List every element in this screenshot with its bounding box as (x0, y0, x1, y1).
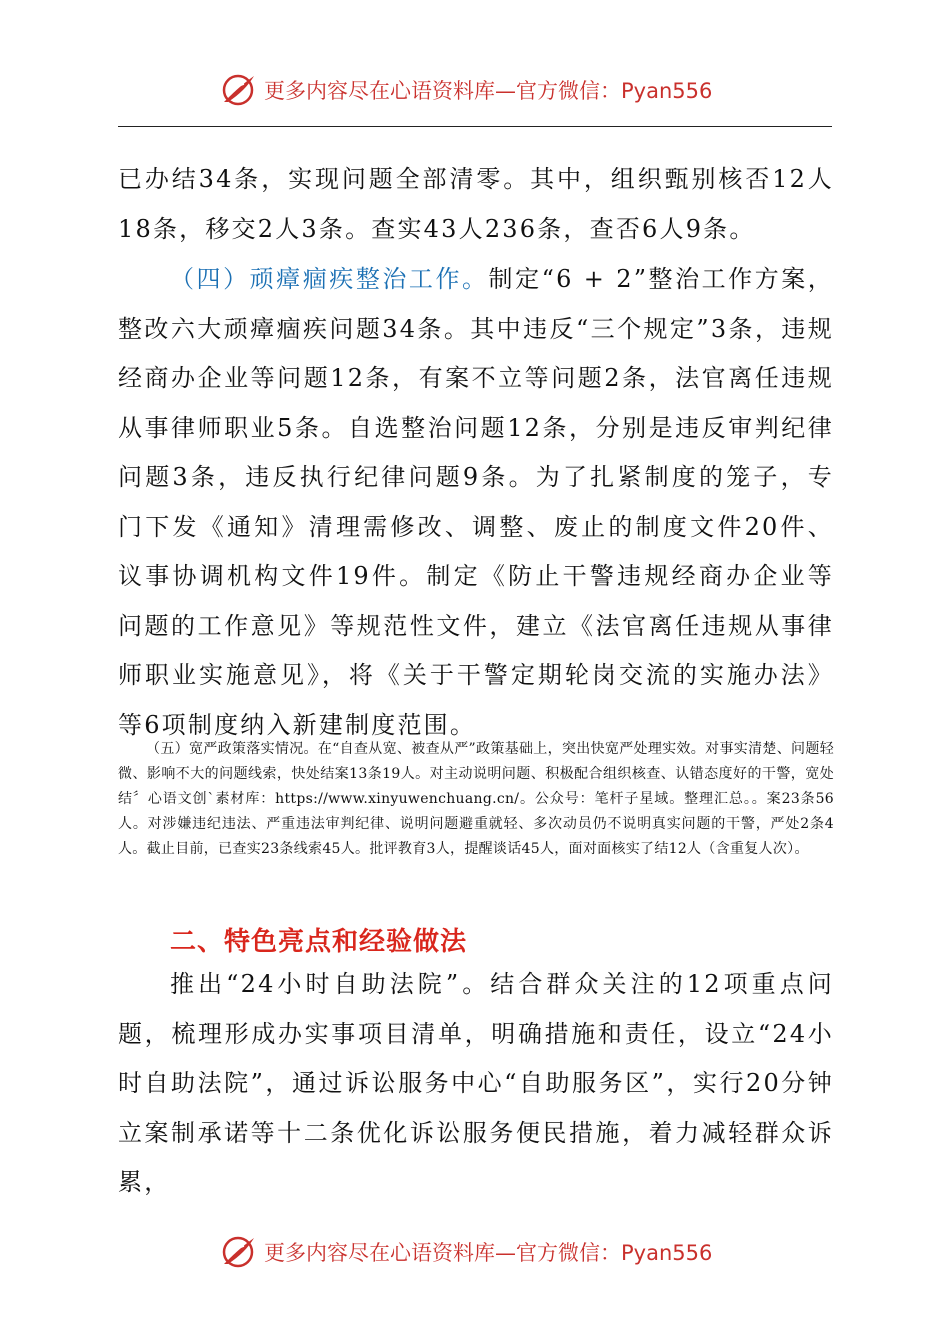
header-banner-text: 更多内容尽在心语资料库—官方微信：Pyan556 (264, 79, 713, 103)
footer-wechat-id: Pyan556 (621, 1241, 713, 1265)
paragraph-1: 已办结34条，实现问题全部清零。其中，组织甄别核否12人18条，移交2人3条。查实43人236条，查否6人9条。 (118, 165, 834, 243)
paragraph-2-body: 制定“6 + 2”整治工作方案，整改六大顽瘴痼疾问题34条。其中违反“三个规定”3条，违规经商办企业等问题12条，有案不立等问题2条，法官离任违规从事律师职业5条。自选整治问题12条，分别是违反审判纪律问题3条，违反执行纪律问题9条。为了扎紧制度的笼子，专门下发《通知》清理需修改、调整、废止的制度文件20件、议事协调机构文件19件。制定《防止干警违规经商办企业等问题的工作意见》等规范性文件，建立《法官离任违规从事律师职业实施意见》，将《关于干警定期轮岗交流的实施办法》等6项制度纳入新建制度范围。 (118, 265, 834, 739)
footer-banner (0, 1228, 950, 1276)
feather-brush-logo-icon (218, 72, 258, 108)
section-title: 二、特色亮点和经验做法 (170, 927, 468, 957)
paragraph-3: 推出“24小时自助法院”。结合群众关注的12项重点问题，梳理形成办实事项目清单，明确措施和责任，设立“24小时自助法院”，通过诉讼服务中心“自助服务区”，实行20分钟立案制承诺等十二条优化诉讼服务便民措施，着力减轻群众诉累， (118, 970, 834, 1196)
header-wechat-id: Pyan556 (621, 79, 713, 103)
small-paragraph: （五）宽严政策落实情况。在“自查从宽、被查从严”政策基础上，突出快宽严处理实效。对事实清楚、问题轻微、影响不大的问题线索，快处结案13条19人。对主动说明问题、积极配合组织核查、认错态度好的干警，宽处结〞心语文创`素材库：https://www.xinyuwenchuang.cn/。公众号：笔杆子星域。整理汇总。。案23条56人。对涉嫌违纪违法、严重违法审判纪律、说明问题避重就轻、多次动员仍不说明真实问题的干警，严处2条4人。截止目前，已查实23条线索45人。批评教育3人，提醒谈话45人，面对面核实了结12人（含重复人次）。 (118, 741, 834, 857)
feather-brush-logo-icon (218, 1234, 258, 1270)
paragraph-2 (118, 255, 834, 750)
header-divider (118, 126, 832, 127)
footer-banner-text: 更多内容尽在心语资料库—官方微信：Pyan556 (264, 1241, 713, 1265)
header-banner (0, 66, 950, 114)
paragraph-2-heading: （四）顽瘴痼疾整治工作。 (170, 265, 489, 293)
